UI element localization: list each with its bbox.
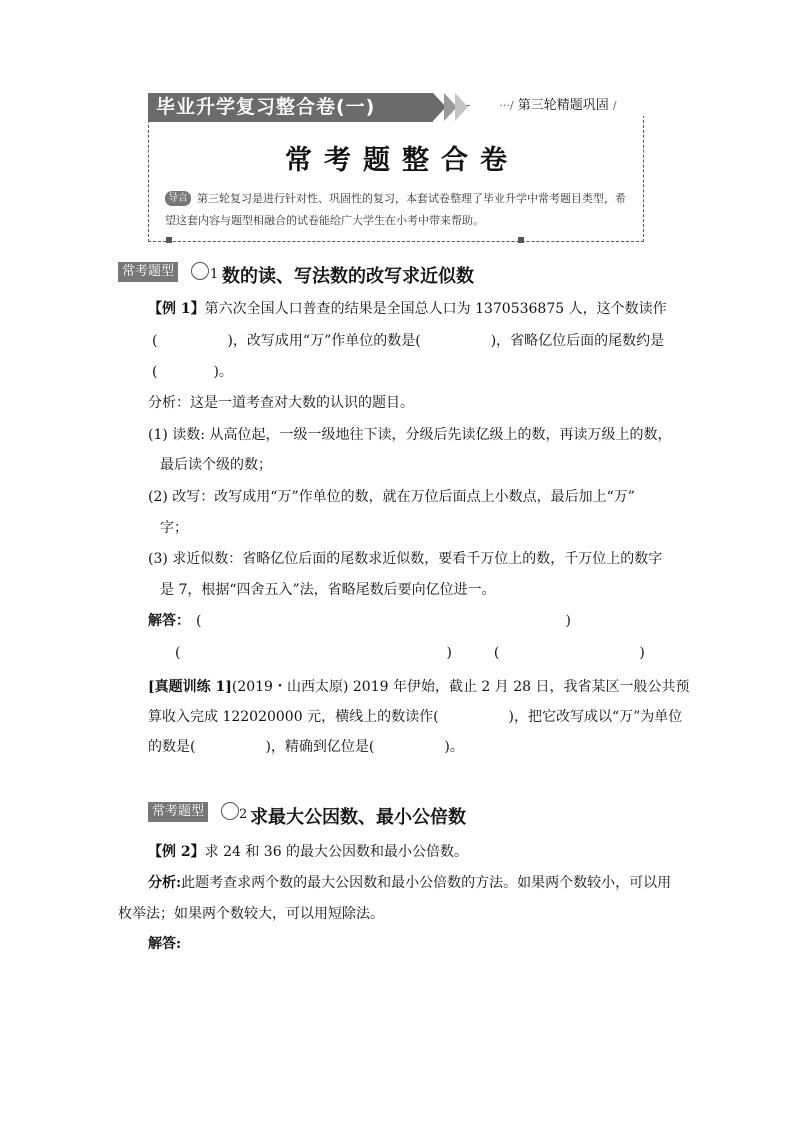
page-title: 常考题整合卷	[285, 145, 519, 176]
guide-badge: 导言	[165, 191, 191, 206]
drill1-line3: 的数是( )，精确到亿位是( )。	[148, 739, 464, 755]
drill1-line1	[148, 677, 689, 697]
header-right-tag	[470, 96, 646, 116]
header-right-label: 第三轮精题巩固	[517, 98, 609, 113]
analysis1-step2a: (2) 改写：改写成用“万”作单位的数，就在万位后面点上小数点，最后加上“万”	[148, 489, 635, 505]
drill1-line2: 算收入完成 122020000 元，横线上的数读作( )，把它改写成以“万”为单位	[148, 709, 683, 725]
guide-text: 第三轮复习是进行针对性、巩固性的复习，本套试卷整理了毕业升学中常考题目类型，希望这套内容与题型相融合的试卷能给广大学生在小考中带来帮助。	[165, 192, 626, 227]
example1-line2: ( )，改写成用“万”作单位的数是( )，省略亿位后面的尾数约是	[152, 333, 665, 349]
section2-tag: 常考题型	[148, 802, 208, 822]
section2-title: 求最大公因数、最小公倍数	[250, 807, 466, 828]
section2-circle-icon	[221, 802, 239, 820]
section1-title: 数的读、写法数的改写求近似数	[222, 266, 474, 287]
analysis2-label: 分析:	[148, 875, 182, 891]
header-band-title: 毕业升学复习整合卷(一)	[148, 93, 433, 122]
corner-square-icon	[166, 237, 172, 243]
example2-text: 求 24 和 36 的最大公因数和最小公倍数。	[204, 844, 469, 860]
answer1-line1: ( )	[196, 613, 571, 629]
analysis2-line1	[148, 873, 671, 893]
drill1-text-1: (2019・山西太原) 2019 年伊始，截止 2 月 28 日，我省某区一般公共预	[231, 679, 690, 695]
answer1-line2: ( ) ( )	[175, 645, 645, 661]
drill1-label: [真题训练 1]	[148, 679, 232, 695]
chevron-arrow-icon	[455, 93, 468, 121]
section1-tag: 常考题型	[118, 262, 178, 282]
header-dots-left: ···/	[499, 99, 514, 112]
analysis1-step3a: (3) 求近似数：省略亿位后面的尾数求近似数，要看千万位上的数，千万位上的数字	[148, 551, 663, 567]
analysis2-text-a: 此题考查求两个数的最大公因数和最小公倍数的方法。如果两个数较小，可以用	[181, 875, 672, 891]
example1-line3: ( )。	[152, 364, 233, 380]
corner-square-icon	[518, 237, 524, 243]
section1-number: 1	[210, 267, 219, 282]
header-dots-right: /	[612, 99, 617, 112]
analysis1-step1a: (1) 读数: 从高位起，一级一级地往下读，分级后先读亿级上的数，再读万级上的数，	[148, 427, 672, 443]
example2-line	[148, 842, 468, 862]
example1-label: 【例 1】	[148, 301, 205, 317]
section1-circle-icon	[191, 262, 209, 280]
example1-text-1: 第六次全国人口普查的结果是全国总人口为 1370536875 人，这个数读作	[204, 301, 667, 317]
analysis2-line2: 枚举法；如果两个数较大，可以用短除法。	[118, 906, 384, 922]
analysis1-step2b: 字；	[160, 520, 188, 536]
answer1-label: 解答：	[148, 613, 190, 629]
example2-label: 【例 2】	[148, 844, 205, 860]
analysis1-step1b: 最后读个级的数；	[160, 457, 272, 473]
section2-number: 2	[239, 807, 248, 822]
analysis1-step3b: 是 7，根据“四舍五入”法，省略尾数后要向亿位进一。	[160, 582, 496, 598]
example1-line1	[148, 299, 667, 319]
answer2-label: 解答:	[148, 936, 182, 952]
analysis1-intro: 分析：这是一道考查对大数的认识的题目。	[148, 395, 414, 411]
